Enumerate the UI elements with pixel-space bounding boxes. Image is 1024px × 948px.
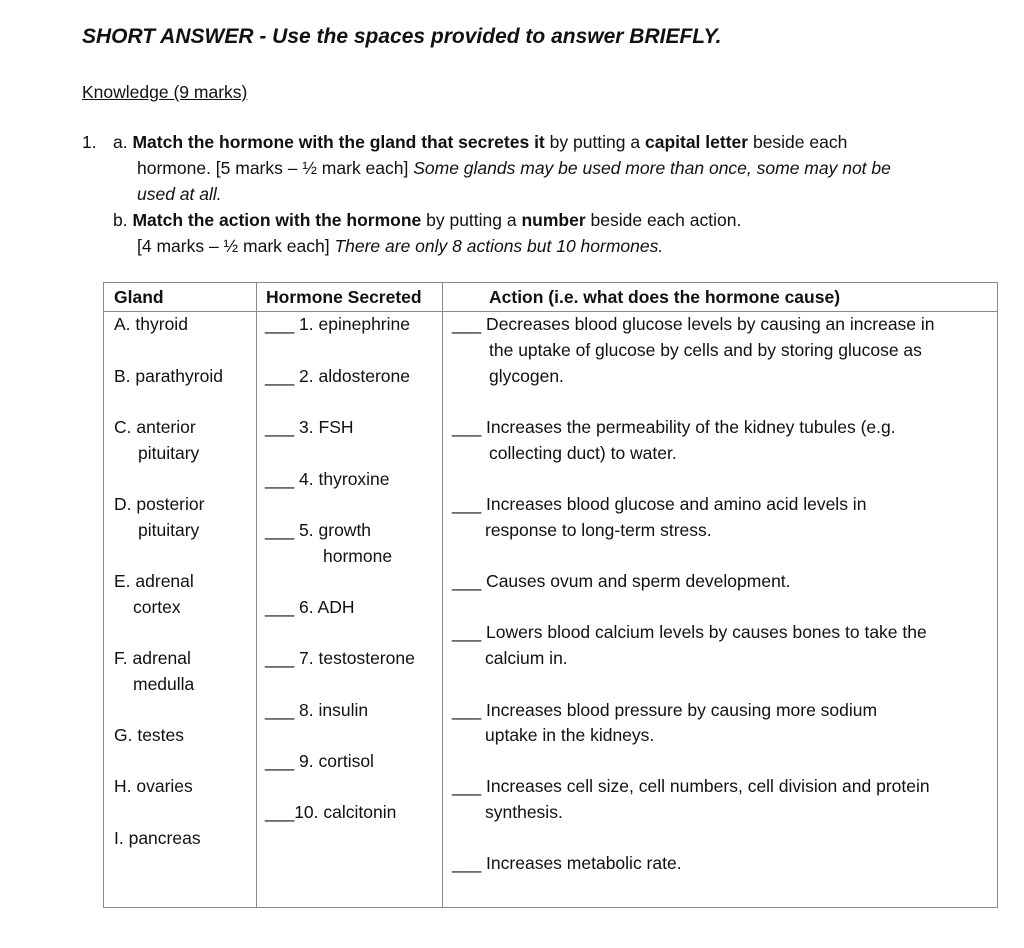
gland-cell: C. anterior [114,417,196,437]
question-a-line2-italic: Some glands may be used more than once, some may not be [413,158,891,178]
question-b-text2: beside each action. [585,210,742,230]
hormone-cell: ___ 7. testosterone [265,648,415,668]
question-b-bold1: Match the action with the hormone [132,210,422,230]
gland-cell: E. adrenal [114,571,194,591]
question-a-text1: by putting a [544,132,645,152]
gland-cell: G. testes [114,725,185,745]
question-b-line2 [137,233,663,259]
action-cell: ___ Causes ovum and sperm development. [452,571,791,591]
column-divider [442,283,443,907]
gland-column-header: Gland [114,287,164,307]
action-cell: collecting duct) to water. [489,443,677,463]
action-column-header: Action (i.e. what does the hormone cause) [489,287,841,307]
gland-cell: pituitary [138,443,200,463]
action-cell: ___ Increases metabolic rate. [452,853,682,873]
gland-cell: D. posterior [114,494,205,514]
hormone-cell: ___ 9. cortisol [265,751,374,771]
page-header: SHORT ANSWER - Use the spaces provided to answer BRIEFLY. [82,25,722,48]
question-b-text1: by putting a [421,210,522,230]
gland-cell: pituitary [138,520,200,540]
hormone-cell: ___ 6. ADH [265,597,355,617]
question-a-bold2: capital letter [644,132,749,152]
question-a-line1 [113,129,847,155]
question-a-line2-text: hormone. [5 marks – ½ mark each] [137,158,414,178]
hormone-column-header: Hormone Secreted [266,287,422,307]
hormone-cell: hormone [323,546,393,566]
question-b-line2-text: [4 marks – ½ mark each] [137,236,335,256]
action-cell: response to long-term stress. [485,520,712,540]
hormone-cell: ___ 8. insulin [265,700,369,720]
hormone-cell: ___ 5. growth [265,520,372,540]
question-b-label: b. [113,210,128,230]
action-cell: ___ Increases the permeability of the kidney tubules (e.g. [452,417,896,437]
action-cell: glycogen. [489,366,564,386]
question-b-line2-italic: There are only 8 actions but 10 hormones. [334,236,664,256]
question-b-line1 [113,207,741,233]
action-cell: ___ Decreases blood glucose levels by causing an increase in [452,314,935,334]
action-cell: synthesis. [485,802,563,822]
hormone-cell: ___ 3. FSH [265,417,354,437]
gland-cell: A. thyroid [114,314,188,334]
question-a-text2: beside each [748,132,848,152]
hormone-cell: ___ 2. aldosterone [265,366,410,386]
gland-cell: B. parathyroid [114,366,223,386]
action-cell: the uptake of glucose by cells and by storing glucose as [489,340,922,360]
action-cell: calcium in. [485,648,568,668]
hormone-cell: ___10. calcitonin [265,802,397,822]
section-title: Knowledge (9 marks) [82,82,248,102]
question-number: 1. [82,132,97,152]
matching-table [103,282,998,908]
question-a-line2 [137,155,891,181]
hormone-cell: ___ 4. thyroxine [265,469,390,489]
hormone-cell: ___ 1. epinephrine [265,314,410,334]
action-cell: ___ Increases blood pressure by causing more sodium [452,700,878,720]
action-cell: ___ Increases cell size, cell numbers, cell division and protein [452,776,930,796]
action-cell: ___ Lowers blood calcium levels by causes bones to take the [452,622,927,642]
gland-cell: F. adrenal [114,648,191,668]
action-cell: uptake in the kidneys. [485,725,655,745]
question-a-bold1: Match the hormone with the gland that secretes it [132,132,545,152]
gland-cell: cortex [133,597,181,617]
column-divider [256,283,257,907]
action-cell: ___ Increases blood glucose and amino acid levels in [452,494,867,514]
question-b-bold2: number [521,210,586,230]
gland-cell: H. ovaries [114,776,193,796]
question-a-label: a. [113,132,128,152]
gland-cell: medulla [133,674,195,694]
question-a-line3: used at all. [137,184,222,204]
gland-cell: I. pancreas [114,828,201,848]
